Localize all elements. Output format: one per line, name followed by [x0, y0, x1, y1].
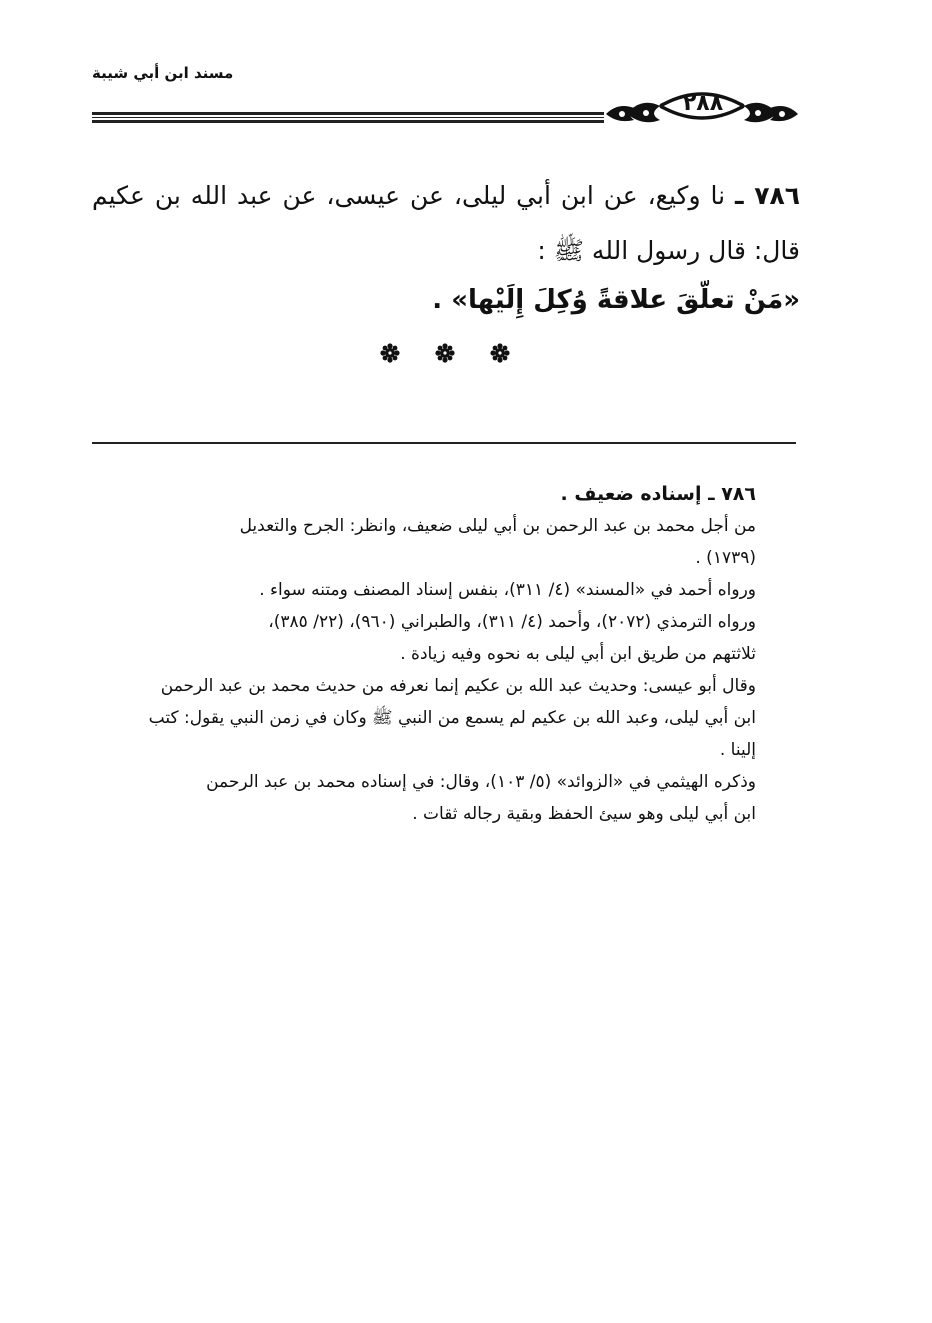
hadith-isnad — [92, 168, 800, 278]
page-number: ٢٨٨ — [682, 91, 724, 116]
flower-star-icon — [490, 343, 510, 363]
isnad-line-1: نا وكيع، عن ابن أبي ليلى، عن عيسى، عن عبد الله بن — [154, 181, 726, 210]
footnote-line: وقال أبو عيسى: وحديث عبد الله بن عكيم إنما نعرفه من حديث محمد بن عبد الرحمن — [160, 676, 756, 696]
footnote-line: (١٧٣٩) . — [695, 548, 756, 568]
footnote-line: ورواه الترمذي (٢٠٧٢)، وأحمد (٤/ ٣١١)، والطبراني (٩٦٠)، (٢٢/ ٣٨٥)، — [268, 612, 756, 632]
footnote-line: وذكره الهيثمي في «الزوائد» (٥/ ١٠٣)، وقال: في إسناده محمد بن عبد الرحمن — [206, 772, 756, 792]
footnote-line: ابن أبي ليلى، وعبد الله بن عكيم لم يسمع من النبي ﷺ وكان في زمن النبي يقول: كتب — [148, 708, 756, 728]
book-title: مسند ابن أبي شيبة — [92, 64, 234, 82]
footnote-line: ورواه أحمد في «المسند» (٤/ ٣١١)، بنفس إسناد المصنف ومتنه سواء . — [259, 580, 756, 600]
isnad-line-2: عكيم قال: قال رسول الله ﷺ : — [92, 181, 800, 265]
header-rule — [92, 112, 604, 124]
footnote-line: إلينا . — [719, 740, 756, 760]
hadith-matn: «مَنْ تعلّقَ علاقةً وُكِلَ إِلَيْها» . — [432, 285, 800, 315]
footnote-line: ابن أبي ليلى وهو سيئ الحفظ وبقية رجاله ثقات . — [412, 804, 756, 824]
footnote-line: من أجل محمد بن عبد الرحمن بن أبي ليلى ضعيف، وانظر: الجرح والتعديل — [239, 516, 756, 536]
footnote-heading: ٧٨٦ ـ إسناده ضعيف . — [560, 483, 756, 505]
footnote-line: ثلاثتهم من طريق ابن أبي ليلى به نحوه وفيه زيادة . — [400, 644, 756, 664]
footnote — [92, 478, 756, 830]
flower-star-icon — [380, 343, 400, 363]
footnote-rule — [92, 442, 796, 444]
separator-stars — [380, 340, 510, 366]
flower-star-icon — [435, 343, 455, 363]
hadith-number: ٧٨٦ ـ — [734, 181, 801, 210]
